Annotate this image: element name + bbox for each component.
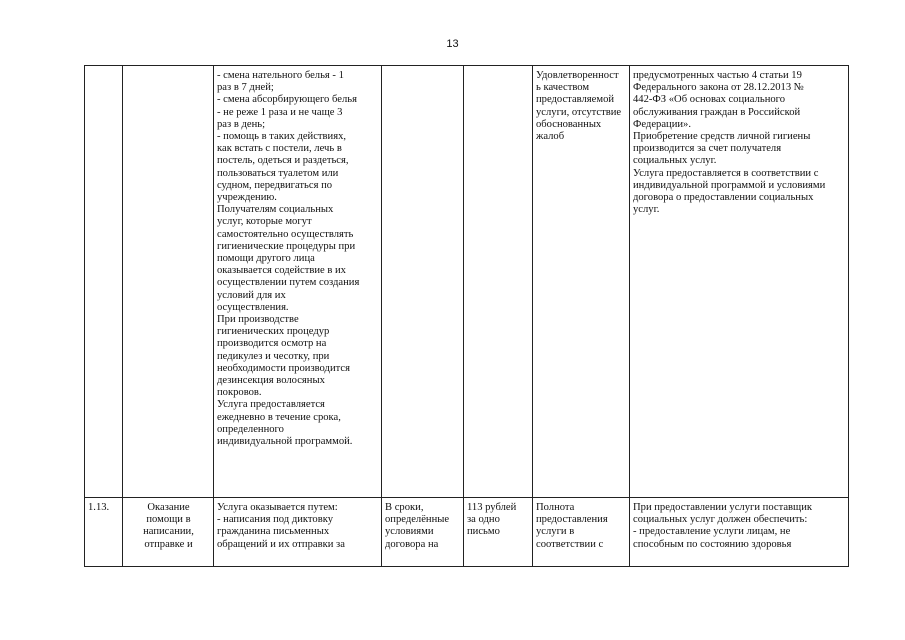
page-number: 13 [446, 38, 459, 50]
services-table [84, 65, 849, 567]
service-conditions-cell: предусмотренных частью 4 статьи 19 Федерального закона от 28.12.2013 № 442-ФЗ «Об основах социального обслуживания граждан в Российской Федерации». Приобретение средств личной гигиены производится за счет получателя социальных услуг. Услуга предоставляется в соответствии с индивидуальной программой и условиями договора о предоставлении социальных услуг. [630, 66, 849, 498]
table-row [85, 66, 849, 498]
table-row [85, 498, 849, 567]
service-cost-cell [464, 66, 533, 498]
service-terms-cell [382, 66, 464, 498]
service-quality-cell: Удовлетворенност ь качеством предоставляемой услуги, отсутствие обоснованных жалоб [533, 66, 630, 498]
service-description-cell: - смена нательного белья - 1 раз в 7 дней; - смена абсорбирующего белья - не реже 1 раза и не чаще 3 раз в день; - помощь в таких действиях, как встать с постели, лечь в постель, одеться и раздеться, пользоваться туалетом или судном, передвигаться по учреждению. Получателям социальных услуг, которые могут самостоятельно осуществлять гигиенические процедуры при помощи другого лица оказывается содействие в их осуществлении путем создания условий для их осуществления. При производстве гигиенических процедур производится осмотр на педикулез и чесотку, при необходимости производится дезинсекция волосяных покровов. Услуга предоставляется ежедневно в течение срока, определенного индивидуальной программой. [214, 66, 382, 498]
service-name-cell: Оказание помощи в написании, отправке и [123, 498, 214, 567]
service-terms-cell: В сроки, определённые условиями договора на [382, 498, 464, 567]
service-conditions-cell: При предоставлении услуги поставщик социальных услуг должен обеспечить: - предоставление услуги лицам, не способным по состоянию здоровья [630, 498, 849, 567]
service-quality-cell: Полнота предоставления услуги в соответствии с [533, 498, 630, 567]
service-name-cell [123, 66, 214, 498]
service-number-cell: 1.13. [85, 498, 123, 567]
service-number-cell [85, 66, 123, 498]
service-cost-cell: 113 рублей за одно письмо [464, 498, 533, 567]
service-description-cell: Услуга оказывается путем: - написания под диктовку гражданина письменных обращений и их отправки за [214, 498, 382, 567]
